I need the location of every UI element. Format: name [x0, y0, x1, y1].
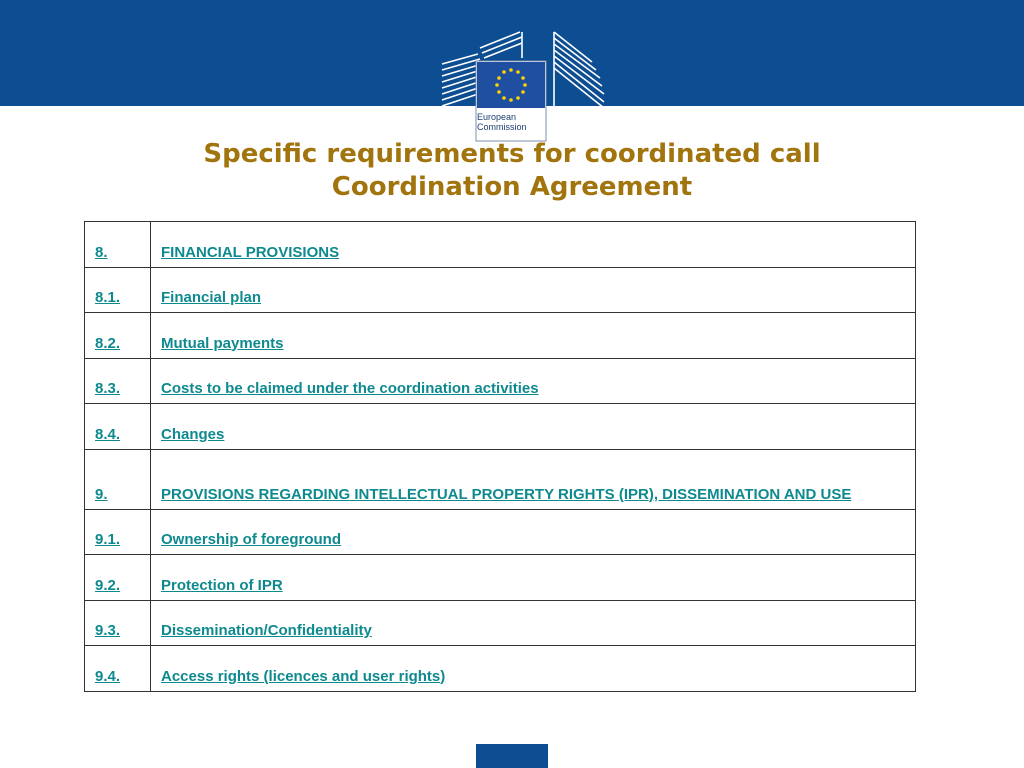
eu-flag-footer — [476, 744, 548, 768]
table-row — [85, 449, 916, 509]
table-row — [85, 509, 916, 555]
title-line-1: Specific requirements for coordinated call — [203, 139, 821, 169]
logo-line-european: European — [477, 112, 517, 122]
table-row — [85, 358, 916, 404]
title-line-2: Coordination Agreement — [331, 172, 693, 202]
section-title-link[interactable]: FINANCIAL PROVISIONS — [151, 222, 916, 268]
section-number-link[interactable]: 8.1. — [85, 267, 151, 313]
section-number-link[interactable]: 8.2. — [85, 313, 151, 359]
table-row — [85, 222, 916, 268]
section-title-link[interactable]: Protection of IPR — [151, 555, 916, 601]
section-title-link[interactable]: PROVISIONS REGARDING INTELLECTUAL PROPERTY RIGHTS (IPR), DISSEMINATION AND USE — [151, 449, 916, 509]
section-number-link[interactable]: 9. — [85, 449, 151, 509]
table-row — [85, 600, 916, 646]
european-commission-logo — [440, 28, 610, 144]
slide-title — [0, 138, 1024, 204]
table-row — [85, 267, 916, 313]
logo-line-commission: Commission — [477, 122, 527, 132]
section-number-link[interactable]: 8. — [85, 222, 151, 268]
logo-text — [477, 112, 547, 132]
section-number-link[interactable]: 9.4. — [85, 646, 151, 692]
section-number-link[interactable]: 9.2. — [85, 555, 151, 601]
table-row — [85, 646, 916, 692]
section-title-link[interactable]: Dissemination/Confidentiality — [151, 600, 916, 646]
table-row — [85, 555, 916, 601]
table-row — [85, 313, 916, 359]
section-title-link[interactable]: Mutual payments — [151, 313, 916, 359]
section-number-link[interactable]: 8.4. — [85, 404, 151, 450]
toc-table — [84, 221, 916, 692]
section-title-link[interactable]: Ownership of foreground — [151, 509, 916, 555]
section-title-link[interactable]: Financial plan — [151, 267, 916, 313]
section-title-link[interactable]: Changes — [151, 404, 916, 450]
section-title-link[interactable]: Costs to be claimed under the coordination activities — [151, 358, 916, 404]
section-number-link[interactable]: 9.1. — [85, 509, 151, 555]
section-number-link[interactable]: 8.3. — [85, 358, 151, 404]
section-title-link[interactable]: Access rights (licences and user rights) — [151, 646, 916, 692]
table-row — [85, 404, 916, 450]
section-number-link[interactable]: 9.3. — [85, 600, 151, 646]
